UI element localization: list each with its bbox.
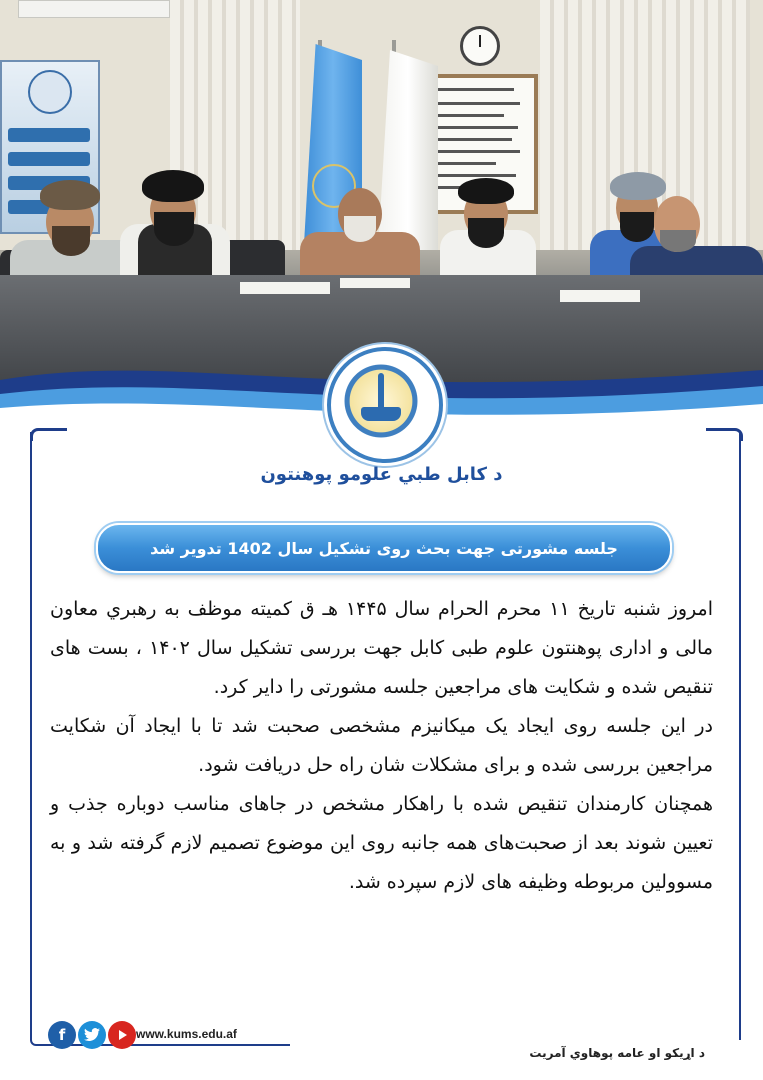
article-body bbox=[50, 590, 713, 902]
meeting-photo bbox=[0, 0, 763, 392]
document bbox=[240, 282, 330, 294]
department-name: د اړیکو او عامه پوهاوي آمریت bbox=[529, 1046, 705, 1060]
headline-banner bbox=[96, 523, 672, 573]
air-conditioner bbox=[18, 0, 170, 18]
headline-text: جلسه مشورتی جهت بحث روی تشکیل سال 1402 تدویر شد bbox=[150, 538, 618, 558]
article-paragraph: امروز شنبه تاریخ ۱۱ محرم الحرام سال ۱۴۴۵ هـ ق کمیته موظف به رهبري معاون مالی و اداری پوهنتون علوم طبی کابل جهت بررسی تشکیل سال ۱۴۰۲ ، بست های تنقیص شده و شکایت های مراجعین جلسه مشورتی را دایر کرد. bbox=[50, 598, 714, 698]
document bbox=[560, 290, 640, 302]
frame-corner bbox=[30, 428, 67, 441]
article-paragraph: در این جلسه روی ایجاد یک میکانیزم مشخصی صحبت شد تا با ایجاد آن شکایت مراجعین بررسی شده و برای مشکلات شان راه حل دریافت شود. bbox=[50, 715, 713, 776]
university-name: د کابل طبي علومو پوهنتون bbox=[260, 464, 503, 485]
website-link[interactable]: www.kums.edu.af bbox=[136, 1027, 237, 1041]
article-paragraph: همچنان کارمندان تنقیص شده با راهکار مشخص در جاهای مناسب دوباره جذب و تعیین شوند بعد از صحبت‌های همه جانبه روی این موضوع تصمیم لازم گرفته شد و به مسوولین مربوطه وظیفه های لازم سپرده شد. bbox=[50, 793, 713, 893]
youtube-icon[interactable] bbox=[108, 1021, 136, 1049]
facebook-icon[interactable]: f bbox=[48, 1021, 76, 1049]
frame-corner bbox=[706, 428, 743, 441]
twitter-icon[interactable] bbox=[78, 1021, 106, 1049]
wall-clock bbox=[460, 26, 500, 66]
document bbox=[340, 278, 410, 288]
